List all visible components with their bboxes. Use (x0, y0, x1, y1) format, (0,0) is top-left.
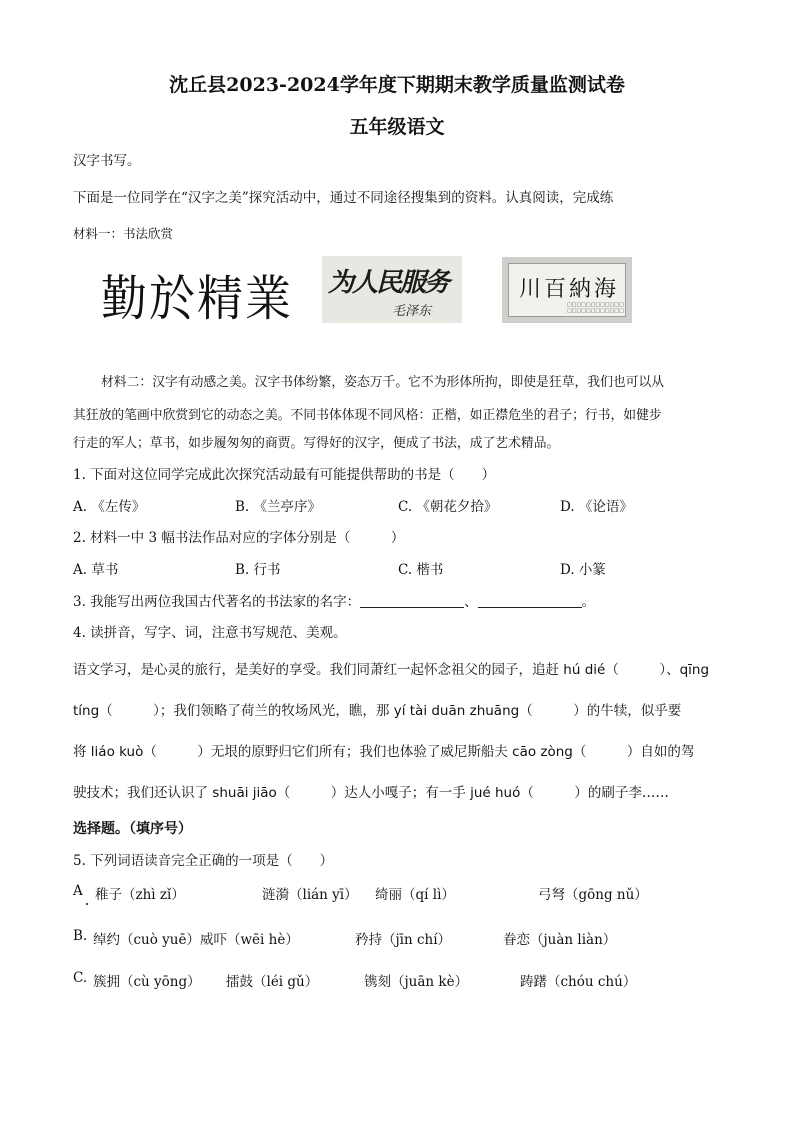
question-5-option-c-label: C. (73, 970, 88, 986)
option-a-dot (86, 903, 88, 905)
question-5-option-b-word-1: 绰约（cuò yuē）威吓（wēi hè） (93, 932, 299, 948)
question-2-option-a: A. 草书 (73, 562, 119, 578)
question-5-option-a-word-2: 涟漪（lián yī） (262, 887, 358, 903)
question-4-line-2 (73, 699, 681, 719)
question-1-option-c: C. 《朝花夕拾》 (398, 499, 498, 515)
calligraphy-image-running-script (322, 256, 462, 323)
answer-blank-hudie[interactable]: （ ）、 (605, 662, 680, 678)
answer-blank-qingting[interactable]: （ ）；我们领略了荷兰的牧场风光，瞧，那 (99, 703, 390, 719)
question-1-option-d: D. 《论语》 (560, 499, 633, 515)
question-4-line-3: 将 liáo kuò（ ）无垠的原野归它们所有；我们也体验了威尼斯船夫 cāo zòng（ ）自如的驾 (73, 744, 695, 760)
question-5-option-c-word-4: 踌躇（chóu chú） (520, 974, 637, 990)
material2-line-3: 行走的军人；草书，如步履匆匆的商贾。写得好的汉字，便成了书法，成了艺术精品。 (73, 436, 560, 451)
pinyin-yitaiduanzhuang: yí tài duān zhuāng (393, 703, 520, 719)
question-5-option-c-word-1: 簇拥（cù yōng） (93, 974, 201, 990)
page-subtitle: 五年级语文 (349, 116, 445, 138)
calligraphy-text-3: 川百納海 (519, 277, 620, 302)
question-1-stem: 1. 下面对这位同学完成此次探究活动最有可能提供帮助的书是（ ） (73, 467, 496, 483)
question-3-end: 。 (581, 594, 596, 610)
question-3-stem: 3. 我能写出两位我国古代著名的书法家的名字： (73, 594, 361, 610)
pinyin-liaokuo: liáo kuò (90, 744, 144, 760)
material1-label: 材料一：书法欣赏 (73, 226, 174, 241)
material2-line-1: 材料二：汉字有动感之美。汉字书体纷繁，姿态万千。它不为形体所拘，即使是狂草，我们也可以从 (101, 375, 665, 390)
question-5-option-a-word-4: 弓弩（gōng nǔ） (538, 887, 648, 903)
answer-blank-1[interactable] (360, 593, 464, 608)
question-4-line-1: 语文学习，是心灵的旅行，是美好的享受。我们同萧红一起怀念祖父的园子，追赶 hú dié（ ）、qīng (73, 662, 710, 678)
question-3-separator: 、 (464, 594, 478, 610)
question-5-option-a-word-1: 稚子（zhì zǐ） (95, 887, 185, 903)
material2-line-2: 其狂放的笔画中欣赏到它的动态之美。不同书体体现不同风格：正楷，如正襟危坐的君子；行书，如健步 (73, 408, 662, 423)
calligraphy-frame (508, 263, 626, 317)
section-heading-writing: 汉字书写。 (73, 153, 141, 169)
answer-blank-juehuo[interactable]: （ ）的刷子李…… (520, 785, 669, 801)
question-5-option-a-label: A (73, 883, 83, 899)
calligraphy-fine-inscription: □□□□□□□□□□□□ □□□□□□□□□□□□ (567, 302, 624, 314)
page-title: 沈丘县2023-2024学年度下期期末教学质量监测试卷 (169, 74, 625, 96)
question-4-line-4: 驶技术；我们还认识了 shuāi jiāo（ ）达人小嘎子；有一手 jué huó（ ）的刷子李…… (73, 785, 669, 801)
pinyin-qing: qīng (679, 662, 710, 678)
question-2-option-b: B. 行书 (235, 562, 281, 578)
pinyin-caozong: cāo zòng (512, 744, 573, 760)
calligraphy-text-1: 勤於精業 (101, 269, 293, 327)
question-2-option-d: D. 小篆 (560, 562, 606, 578)
question-5-stem: 5. 下列词语读音完全正确的一项是（ ） (73, 853, 334, 869)
question-2-option-c: C. 楷书 (398, 562, 444, 578)
answer-blank-caozong[interactable]: （ ）自如的驾 (572, 744, 695, 760)
calligraphy-signature: 毛泽东 (392, 304, 432, 319)
question-5-option-a-word-3: 绮丽（qí lì） (375, 887, 455, 903)
answer-blank-shuaijiao[interactable]: （ ）达人小嘎子；有一手 (276, 785, 466, 801)
pinyin-hudie: hú dié (563, 662, 606, 678)
question-5-option-b-word-2: 矜持（jīn chí） (355, 932, 452, 948)
pinyin-ting: tíng (73, 703, 100, 719)
pinyin-shuaijiao: shuāi jiāo (212, 785, 277, 801)
calligraphy-text-2: 为人民服务 (328, 268, 449, 298)
pinyin-juehuo: jué huó (470, 785, 521, 801)
question-5-option-b-word-3: 眷恋（juàn liàn） (503, 932, 617, 948)
intro-paragraph: 下面是一位同学在“汉字之美”探究活动中，通过不同途径搜集到的资料。认真阅读，完成练 (73, 190, 614, 206)
calligraphy-image-seal-script (101, 258, 293, 327)
question-5-option-c-word-3: 镌刻（juān kè） (364, 974, 469, 990)
calligraphy-image-regular-script (502, 257, 632, 323)
question-5-option-c-word-2: 擂鼓（léi gǔ） (226, 974, 319, 990)
question-5-option-b-label: B. (73, 928, 88, 944)
question-4-stem: 4. 读拼音，写字、词，注意书写规范、美观。 (73, 625, 347, 641)
section-heading-choice: 选择题。（填序号） (73, 821, 192, 837)
question-2-stem: 2. 材料一中 3 幅书法作品对应的字体分别是（ ） (73, 530, 405, 546)
question-1-option-b: B. 《兰亭序》 (235, 499, 322, 515)
question-3 (73, 590, 595, 610)
answer-blank-2[interactable] (478, 593, 582, 608)
answer-blank-liaokuo[interactable]: （ ）无垠的原野归它们所有；我们也体验了威尼斯船夫 (143, 744, 508, 760)
question-1-option-a: A. 《左传》 (73, 499, 146, 515)
answer-blank-yitai[interactable]: （ ）的牛犊，似乎要 (519, 703, 682, 719)
